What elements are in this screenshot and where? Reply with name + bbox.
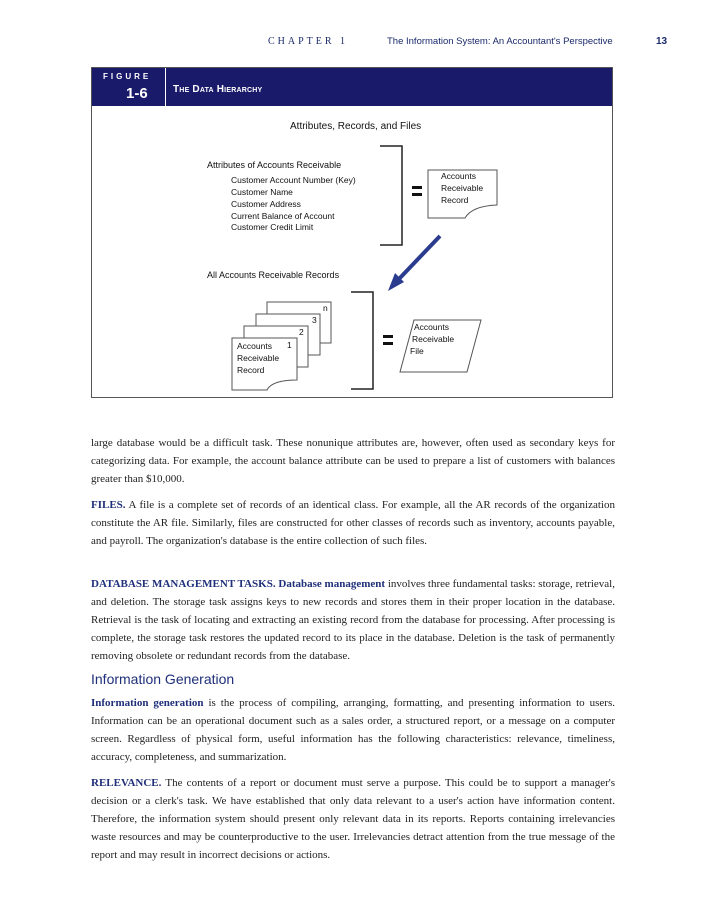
figure-word: FIGURE	[103, 72, 152, 81]
records-bracket	[351, 292, 373, 389]
paragraph-relevance	[91, 774, 615, 864]
running-head	[0, 36, 719, 52]
chapter-label: CHAPTER 1	[268, 36, 349, 47]
relevance-runin-heading: RELEVANCE.	[91, 777, 162, 789]
stack-label-3: 3	[312, 315, 317, 325]
chapter-title: The Information System: An Accountant's Perspective	[387, 36, 613, 47]
paragraph-database-management	[91, 575, 615, 665]
figure-label-box	[92, 68, 166, 106]
file-doc-line: Receivable	[412, 334, 455, 344]
dbm-keyword: Database management	[278, 578, 386, 590]
paragraph-text: involves three fundamental tasks: storage, retrieval, and deletion. The storage task assigns keys to new records and stores them in their proper location in the database. Retrieval is the task of locating and extracting an existing record from the database for processing. After processing is complete, the storage task restores the updated record to its place in the database. Deletion is the task of permanently removing obsolete or redundant records from the database.	[91, 578, 615, 662]
file-doc-line: File	[410, 346, 424, 356]
paragraph-text: large database would be a difficult task. These nonunique attributes are, however, often used as secondary keys for categorizing data. For example, the account balance attribute can be used to prepare a list of customers with balances greater than $10,000.	[91, 437, 615, 485]
attributes-bracket	[380, 146, 402, 245]
equals-bar-top-2	[383, 335, 393, 338]
equals-bar-top	[412, 186, 422, 189]
attribute-item: Customer Address	[231, 199, 301, 209]
figure-header	[92, 68, 612, 106]
figure-1-6	[91, 67, 613, 398]
data-hierarchy-diagram	[92, 106, 612, 397]
paragraph-information-generation	[91, 694, 615, 766]
diagram-title: Attributes, Records, and Files	[290, 121, 422, 132]
attribute-item: Current Balance of Account	[231, 211, 335, 221]
stack-label-1: 1	[287, 340, 292, 350]
paragraph-files	[91, 496, 615, 550]
attribute-item: Customer Account Number (Key)	[231, 175, 356, 185]
attribute-item: Customer Credit Limit	[231, 222, 314, 232]
attributes-heading: Attributes of Accounts Receivable	[207, 160, 342, 170]
equals-bar-bottom	[412, 193, 422, 196]
stack-front-line: Receivable	[237, 353, 280, 363]
stack-front-line: Record	[237, 365, 265, 375]
section-heading: Information Generation	[91, 671, 235, 687]
record-doc-line: Accounts	[441, 171, 476, 181]
stack-front-line: Accounts	[237, 341, 272, 351]
page-number: 13	[656, 36, 668, 47]
figure-number: 1-6	[126, 85, 148, 102]
arrow-shaft	[398, 236, 440, 280]
record-doc-line: Receivable	[441, 183, 484, 193]
paragraph-text: is the process of compiling, arranging, formatting, and presenting information to users. Information can be an operational document such as a sales order, a structured report, or a message on a computer screen. Regardless of physical form, useful information has the following characteristics: relevance, timeliness, accuracy, completeness, and summarization.	[91, 697, 615, 763]
figure-title: The Data Hierarchy	[173, 84, 263, 95]
attribute-item: Customer Name	[231, 187, 293, 197]
file-doc-line: Accounts	[414, 322, 449, 332]
stack-label-n: n	[323, 303, 328, 313]
diagram-graphics	[92, 106, 612, 397]
equals-bar-bottom-2	[383, 342, 393, 345]
stack-label-2: 2	[299, 327, 304, 337]
ig-keyword: Information generation	[91, 697, 204, 709]
files-runin-heading: FILES.	[91, 499, 126, 511]
paragraph-text: The contents of a report or document must serve a purpose. This could be to support a manager's decision or a clerk's task. We have established that only data relevant to a user's action have information content. Therefore, the information system should present only relevant data in its reports. Reports containing irrelevancies waste resources and may be counterproductive to the user. Irrelevancies detract attention from the true message of the report and may result in incorrect decisions or actions.	[91, 777, 615, 861]
paragraph-continuation	[91, 434, 615, 488]
paragraph-text: A file is a complete set of records of an identical class. For example, all the AR records of the organization constitute the AR file. Similarly, files are constructed for other classes of records such as inventory, accounts payable, and payroll. The organization's database is the entire collection of such files.	[91, 499, 615, 547]
all-records-heading: All Accounts Receivable Records	[207, 270, 340, 280]
record-doc-line: Record	[441, 195, 469, 205]
dbm-runin-heading: DATABASE MANAGEMENT TASKS.	[91, 578, 276, 590]
